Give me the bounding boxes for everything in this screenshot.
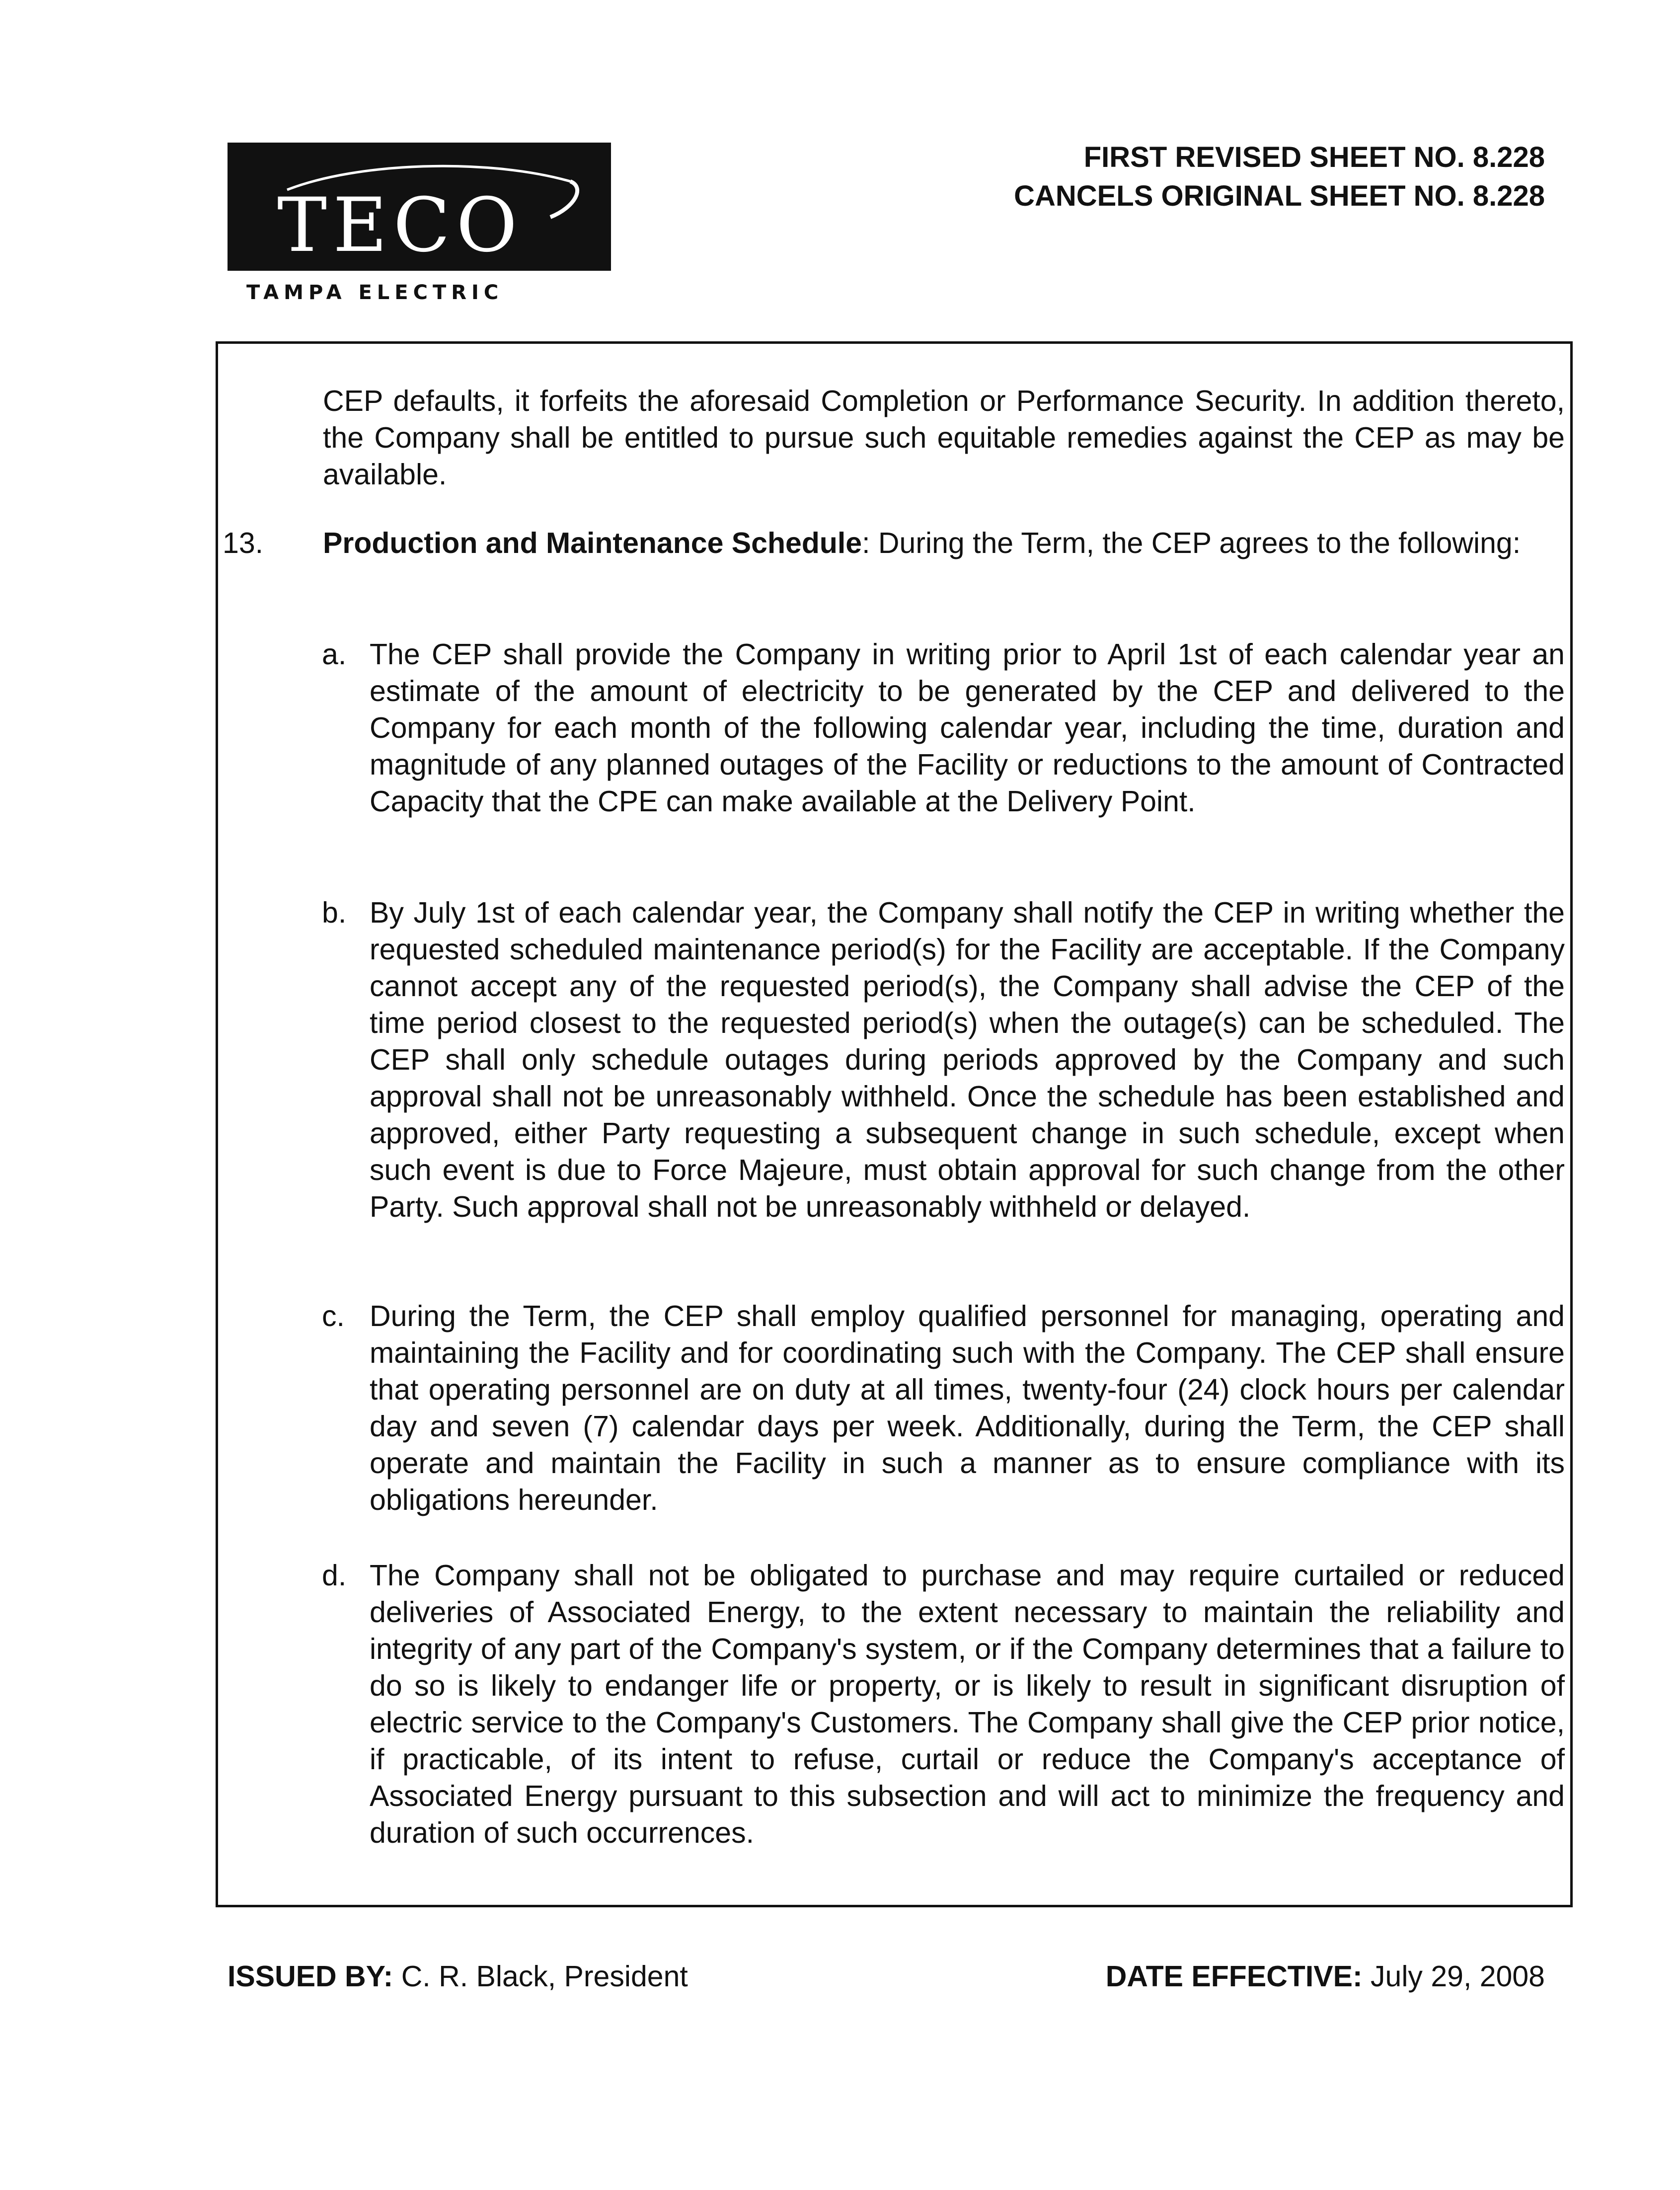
item-text: The CEP shall provide the Company in writing prior to April 1st of each calendar year an estimate of the amount of electricity to be generated by the CEP and delivered to the Company for each month of the following calendar year, including the time, duration and magnitude of any planned outages of the Facility or reductions to the amount of Contracted Capacity that the CPE can make available at the Delivery Point. (370, 638, 1565, 818)
issued-value: C. R. Black, President (401, 1960, 688, 1993)
effective-value: July 29, 2008 (1371, 1960, 1545, 1993)
sheet-number: FIRST REVISED SHEET NO. 8.228 (1083, 141, 1545, 173)
teco-logo (228, 143, 611, 271)
item-letter: a. (322, 638, 347, 671)
item-text: During the Term, the CEP shall employ qualified personnel for managing, operating and maintaining the Facility and for coordinating such with the Company. The CEP shall ensure that operating personnel are on duty at all times, twenty-four (24) clock hours per calendar day and seven (7) calendar days per week. Additionally, during the Term, the CEP shall operate and maintain the Facility in such a manner as to ensure compliance with its obligations hereunder. (370, 1300, 1565, 1516)
logo-subtitle: TAMPA ELECTRIC (246, 281, 504, 304)
issued-label: ISSUED BY: (228, 1960, 393, 1993)
effective-label: DATE EFFECTIVE: (1105, 1960, 1363, 1993)
item-text: By July 1st of each calendar year, the Company shall notify the CEP in writing whether the requested scheduled maintenance period(s) for the Facility are acceptable. If the Company cannot accept any of the requested period(s), the Company shall advise the CEP of the time period closest to the requested period(s) when the outage(s) can be scheduled. The CEP shall only schedule outages during periods approved by the Company and such approval shall not be unreasonably withheld. Once the schedule has been established and approved, either Party requesting a subsequent change in such schedule, except when such event is due to Force Majeure, must obtain approval for such change from the other Party. Such approval shall not be unreasonably withheld or delayed. (370, 896, 1565, 1223)
section-heading: Production and Maintenance Schedule (323, 527, 862, 559)
item-letter: b. (322, 896, 347, 929)
item-letter: c. (322, 1300, 345, 1332)
item-text: The Company shall not be obligated to purchase and may require curtailed or reduced deliveries of Associated Energy, to the extent necessary to maintain the reliability and integrity of any part of the Company's system, or if the Company determines that a failure to do so is likely to endanger life or property, or is likely to result in significant disruption of electric service to the Company's Customers. The Company shall give the CEP prior notice, if practicable, of its intent to refuse, curtail or reduce the Company's acceptance of Associated Energy pursuant to this subsection and will act to minimize the frequency and duration of such occurrences. (370, 1559, 1565, 1849)
issued-by (228, 1959, 688, 1993)
teco-logo-graphic (228, 143, 611, 271)
cancels-sheet-number: CANCELS ORIGINAL SHEET NO. 8.228 (1014, 180, 1545, 212)
sheet-info (1014, 138, 1545, 216)
continuation-paragraph: CEP defaults, it forfeits the aforesaid Completion or Performance Security. In addition thereto, the Company shall be entitled to pursue such equitable remedies against the CEP as may be available. (323, 385, 1565, 491)
logo-text: TECO (277, 182, 524, 269)
section-heading-line (323, 525, 1565, 561)
section-intro: : During the Term, the CEP agrees to the following: (862, 527, 1521, 559)
item-letter: d. (322, 1559, 347, 1592)
section-number: 13. (223, 527, 264, 559)
date-effective (1106, 1959, 1545, 1993)
